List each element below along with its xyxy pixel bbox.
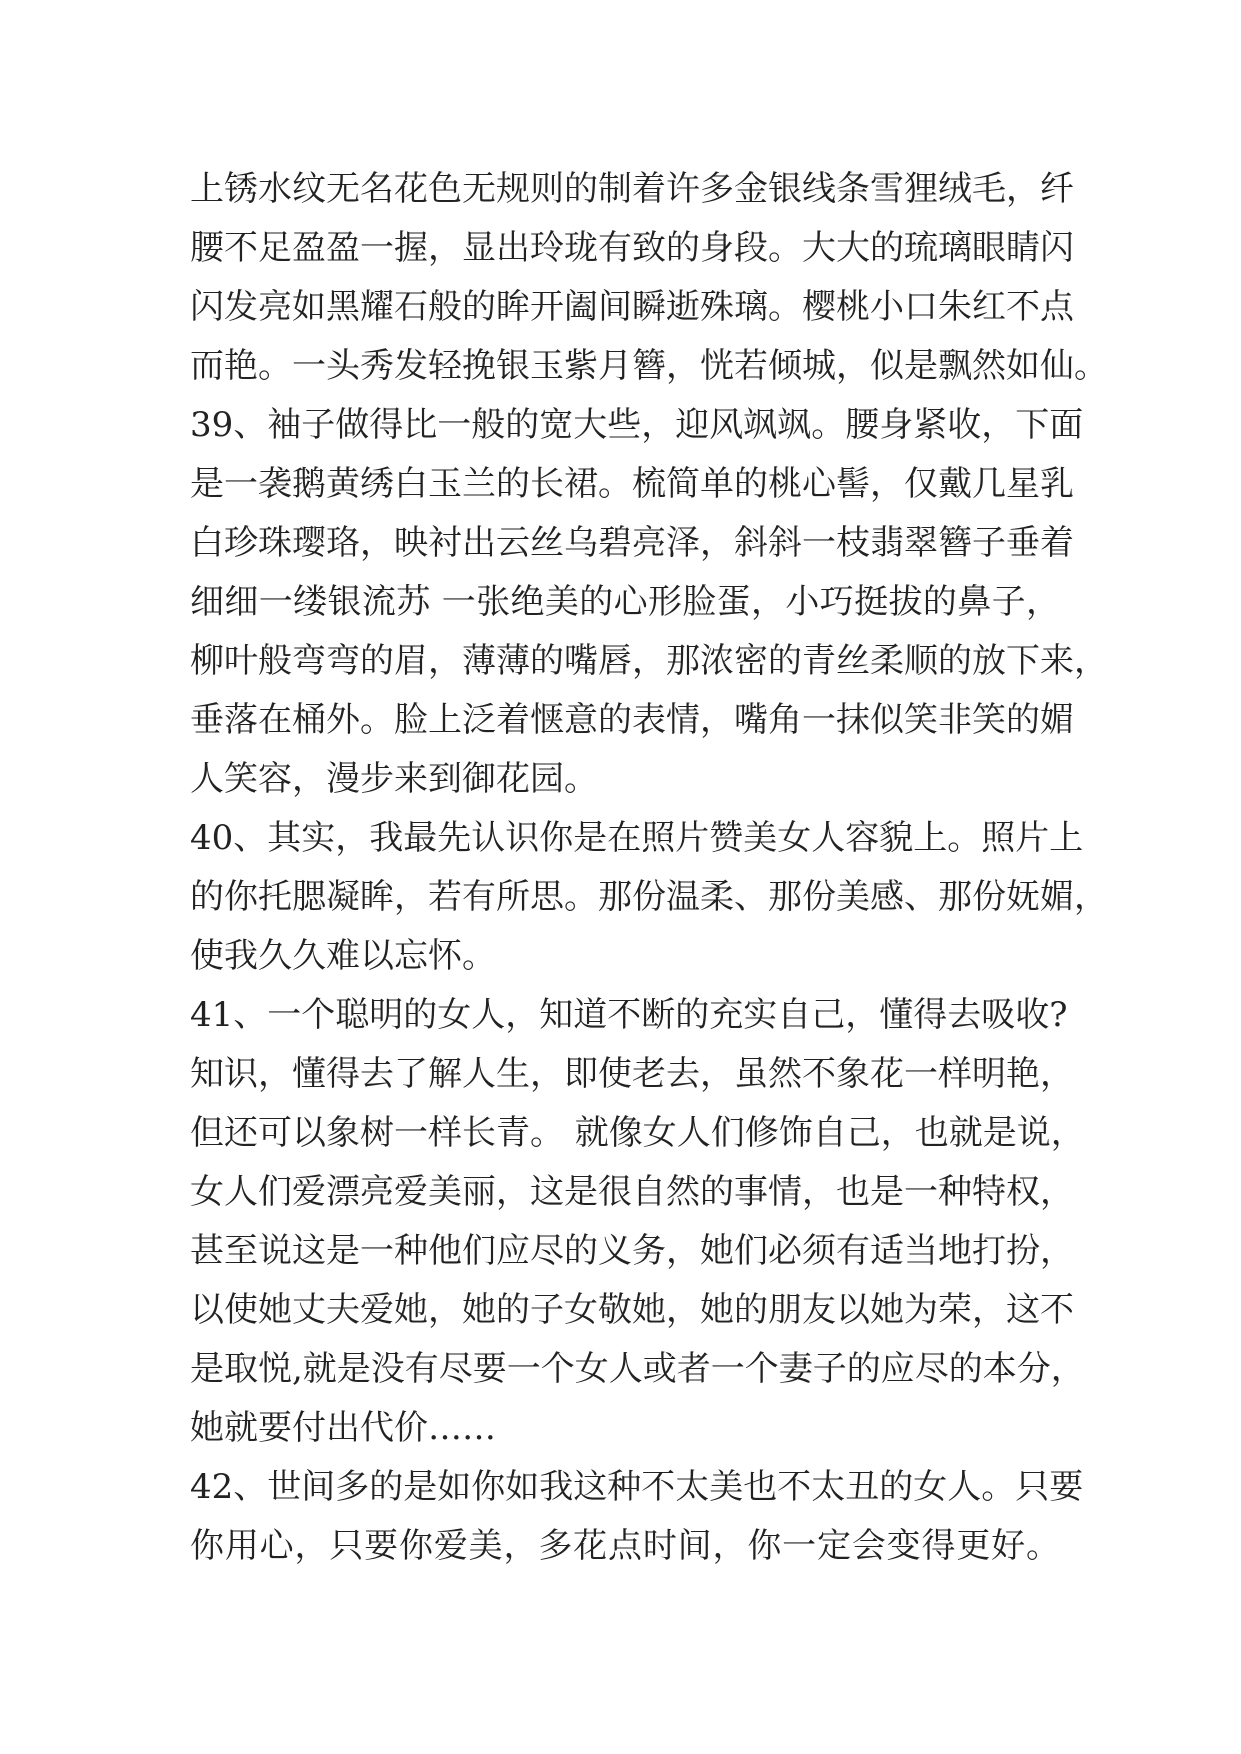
text-line: 是一袭鹅黄绣白玉兰的长裙。梳简单的桃心髻，仅戴几星乳 — [190, 464, 1074, 504]
text-line: 腰不足盈盈一握，显出玲珑有致的身段。大大的琉璃眼睛闪 — [190, 228, 1074, 268]
text-line: 的你托腮凝眸，若有所思。那份温柔、那份美感、那份妩媚， — [190, 877, 1108, 917]
text-line: 上锈水纹无名花色无规则的制着许多金银线条雪狸绒毛，纤 — [190, 169, 1074, 209]
text-line: 42、世间多的是如你如我这种不太美也不太丑的女人。只要 — [190, 1467, 1084, 1507]
text-line: 甚至说这是一种他们应尽的义务，她们必须有适当地打扮， — [190, 1231, 1074, 1271]
text-line: 人笑容，漫步来到御花园。 — [190, 759, 598, 799]
text-line: 知识，懂得去了解人生，即使老去，虽然不象花一样明艳， — [190, 1054, 1074, 1094]
text-line: 但还可以象树一样长青。 就像女人们修饰自己，也就是说， — [190, 1113, 1085, 1153]
text-line: 细细一缕银流苏 一张绝美的心形脸蛋，小巧挺拔的鼻子， — [190, 582, 1060, 622]
text-line: 白珍珠璎珞，映衬出云丝乌碧亮泽，斜斜一枝翡翠簪子垂着 — [190, 523, 1074, 563]
body-text — [190, 160, 1108, 1576]
text-line: 使我久久难以忘怀。 — [190, 936, 496, 976]
text-line: 而艳。一头秀发轻挽银玉紫月簪，恍若倾城，似是飘然如仙。 — [190, 346, 1108, 386]
text-line: 以使她丈夫爱她，她的子女敬她，她的朋友以她为荣，这不 — [190, 1290, 1074, 1330]
text-line: 是取悦,就是没有尽要一个女人或者一个妻子的应尽的本分， — [190, 1349, 1085, 1389]
text-line: 女人们爱漂亮爱美丽，这是很自然的事情，也是一种特权， — [190, 1172, 1074, 1212]
text-line: 柳叶般弯弯的眉，薄薄的嘴唇，那浓密的青丝柔顺的放下来， — [190, 641, 1108, 681]
text-line: 39、袖子做得比一般的宽大些，迎风飒飒。腰身紧收，下面 — [190, 405, 1084, 445]
text-line: 闪发亮如黑耀石般的眸开阖间瞬逝殊璃。樱桃小口朱红不点 — [190, 287, 1074, 327]
text-line: 41、一个聪明的女人，知道不断的充实自己，懂得去吸收? — [190, 995, 1068, 1035]
text-line: 她就要付出代价…… — [190, 1408, 496, 1448]
text-line: 40、其实，我最先认识你是在照片赞美女人容貌上。照片上 — [190, 818, 1084, 858]
text-line: 你用心，只要你爱美，多花点时间，你一定会变得更好。 — [190, 1526, 1060, 1566]
text-line: 垂落在桶外。脸上泛着惬意的表情，嘴角一抹似笑非笑的媚 — [190, 700, 1074, 740]
